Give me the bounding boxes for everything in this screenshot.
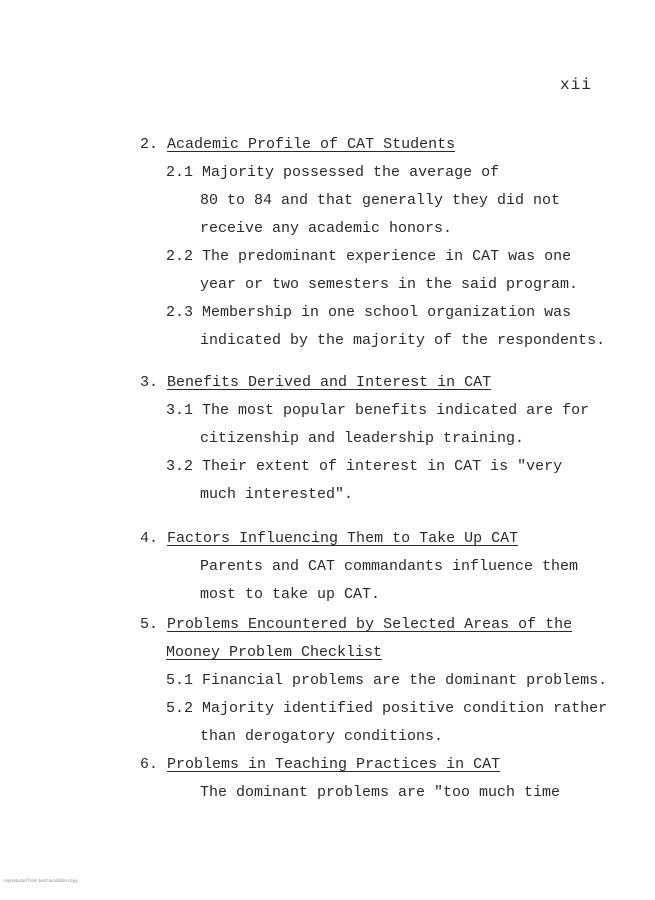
- item-text: The most popular benefits indicated are for: [202, 402, 590, 419]
- section-number: 3.: [140, 374, 159, 391]
- paragraph-line: The dominant problems are "too much time: [200, 784, 561, 801]
- list-item: [166, 672, 607, 690]
- section-number: 6.: [140, 756, 159, 773]
- scan-footer: reproduced from best available copy: [4, 878, 78, 883]
- section-heading: [140, 136, 455, 154]
- item-text: The predominant experience in CAT was one: [202, 248, 572, 265]
- list-item: [166, 700, 607, 718]
- section-title: Benefits Derived and Interest in CAT: [167, 374, 492, 391]
- item-number: 2.1: [166, 164, 194, 181]
- list-item: [166, 402, 589, 420]
- section-title-continuation: Mooney Problem Checklist: [166, 644, 383, 661]
- item-number: 5.1: [166, 672, 194, 689]
- section-heading: [140, 616, 572, 634]
- paragraph-line: most to take up CAT.: [200, 586, 381, 603]
- item-number: 3.2: [166, 458, 194, 475]
- item-text: Membership in one school organization was: [202, 304, 572, 321]
- paragraph-line: Parents and CAT commandants influence them: [200, 558, 579, 575]
- section-number: 4.: [140, 530, 159, 547]
- list-item: [166, 248, 571, 266]
- section-title: Problems in Teaching Practices in CAT: [167, 756, 501, 773]
- list-item: [166, 458, 562, 476]
- item-continuation: citizenship and leadership training.: [200, 430, 525, 447]
- item-text: Majority possessed the average of: [202, 164, 500, 181]
- list-item: [166, 304, 571, 322]
- item-continuation: year or two semesters in the said program.: [200, 276, 579, 293]
- section-title: Academic Profile of CAT Students: [167, 136, 456, 153]
- section-title: Problems Encountered by Selected Areas of the: [167, 616, 573, 633]
- item-text: Financial problems are the dominant problems.: [202, 672, 608, 689]
- item-text: Their extent of interest in CAT is "very: [202, 458, 563, 475]
- item-continuation: receive any academic honors.: [200, 220, 453, 237]
- item-number: 2.3: [166, 304, 194, 321]
- item-number: 2.2: [166, 248, 194, 265]
- section-number: 2.: [140, 136, 159, 153]
- item-number: 3.1: [166, 402, 194, 419]
- list-item: [166, 164, 499, 182]
- item-number: 5.2: [166, 700, 194, 717]
- section-heading: [140, 756, 500, 774]
- item-continuation: much interested".: [200, 486, 354, 503]
- item-continuation: than derogatory conditions.: [200, 728, 444, 745]
- section-heading: [140, 530, 518, 548]
- section-number: 5.: [140, 616, 159, 633]
- item-text: Majority identified positive condition rather: [202, 700, 608, 717]
- item-continuation: indicated by the majority of the respondents.: [200, 332, 606, 349]
- page-number: xii: [560, 76, 592, 94]
- item-continuation: 80 to 84 and that generally they did not: [200, 192, 561, 209]
- section-title: Factors Influencing Them to Take Up CAT: [167, 530, 519, 547]
- section-heading: [140, 374, 491, 392]
